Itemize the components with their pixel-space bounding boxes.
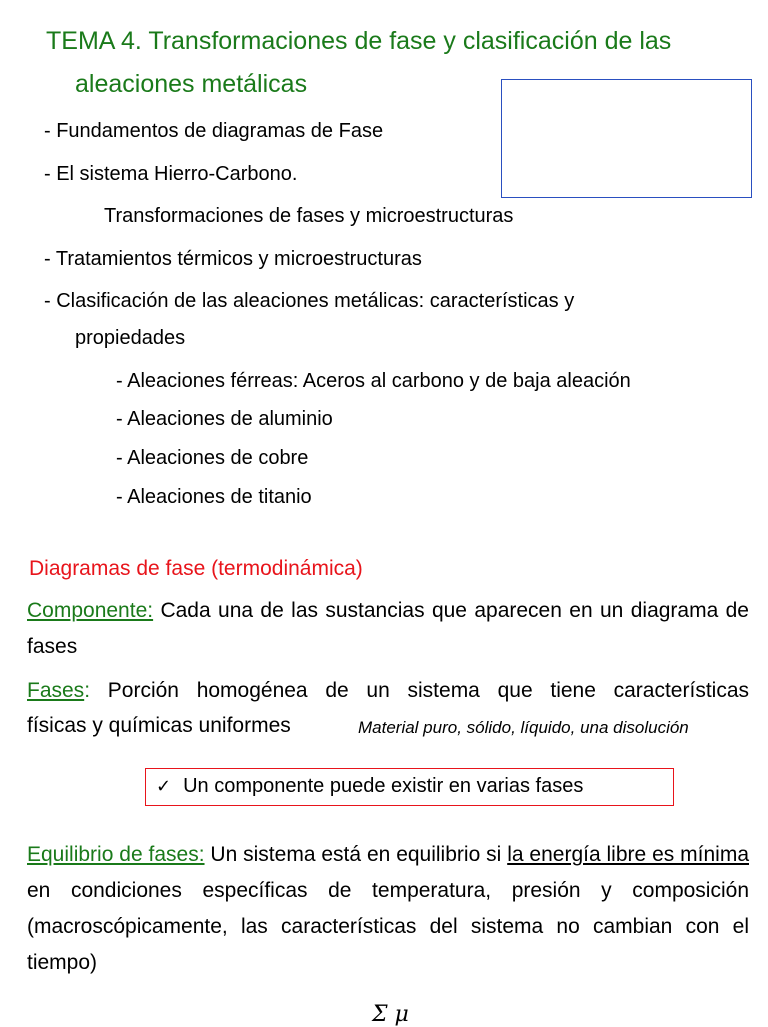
sub-item-aluminio: - Aleaciones de aluminio <box>116 408 333 430</box>
outline-item-fundamentos: - Fundamentos de diagramas de Fase <box>44 120 384 142</box>
outline-subline-transformaciones: Transformaciones de fases y microestructuras <box>104 205 514 227</box>
outline-item-clasificacion-cont: propiedades <box>75 327 186 349</box>
page-title-line2: aleaciones metálicas <box>75 70 308 98</box>
callout-text: Un componente puede existir en varias fases <box>183 775 584 797</box>
fases-colon: : <box>84 679 91 702</box>
outline-item-tratamientos: - Tratamientos térmicos y microestructuras <box>44 248 422 270</box>
sub-item-cobre: - Aleaciones de cobre <box>116 447 309 469</box>
sub-item-titanio: - Aleaciones de titanio <box>116 486 312 508</box>
componente-definition <box>27 593 749 665</box>
image-frame <box>501 79 752 198</box>
fases-term: Fases <box>27 679 85 702</box>
fases-definition <box>27 673 749 709</box>
checkmark-icon: ✓ <box>156 776 172 796</box>
equilibrio-text-b: en condiciones específicas de temperatura, presión y composición (macroscópicamente, las características del sistema no cambian con el tiempo) <box>27 879 749 974</box>
equilibrio-definition <box>27 837 749 981</box>
section-heading: Diagramas de fase (termodinámica) <box>29 557 363 580</box>
equilibrio-text-a: Un sistema está en equilibrio si <box>204 843 508 866</box>
outline-item-hierro-carbono: - El sistema Hierro-Carbono. <box>44 163 298 185</box>
outline-item-clasificacion: - Clasificación de las aleaciones metálicas: características y <box>44 290 575 312</box>
formula: Σ μ <box>372 1002 409 1027</box>
callout-box <box>145 768 674 806</box>
fases-text: Porción homogénea de un sistema que tiene características <box>90 679 749 702</box>
componente-text: Cada una de las sustancias que aparecen en un diagrama de fases <box>27 599 749 658</box>
fases-definition-cont: físicas y químicas uniformes <box>27 714 291 737</box>
equilibrio-underlined: la energía libre es mínima <box>507 843 749 866</box>
componente-term: Componente: <box>27 599 154 622</box>
page-title: TEMA 4. Transformaciones de fase y clasificación de las <box>46 27 672 55</box>
sub-item-ferreas: - Aleaciones férreas: Aceros al carbono y de baja aleación <box>116 370 631 392</box>
equilibrio-term: Equilibrio de fases: <box>27 843 205 866</box>
fases-note: Material puro, sólido, líquido, una disolución <box>358 718 689 737</box>
